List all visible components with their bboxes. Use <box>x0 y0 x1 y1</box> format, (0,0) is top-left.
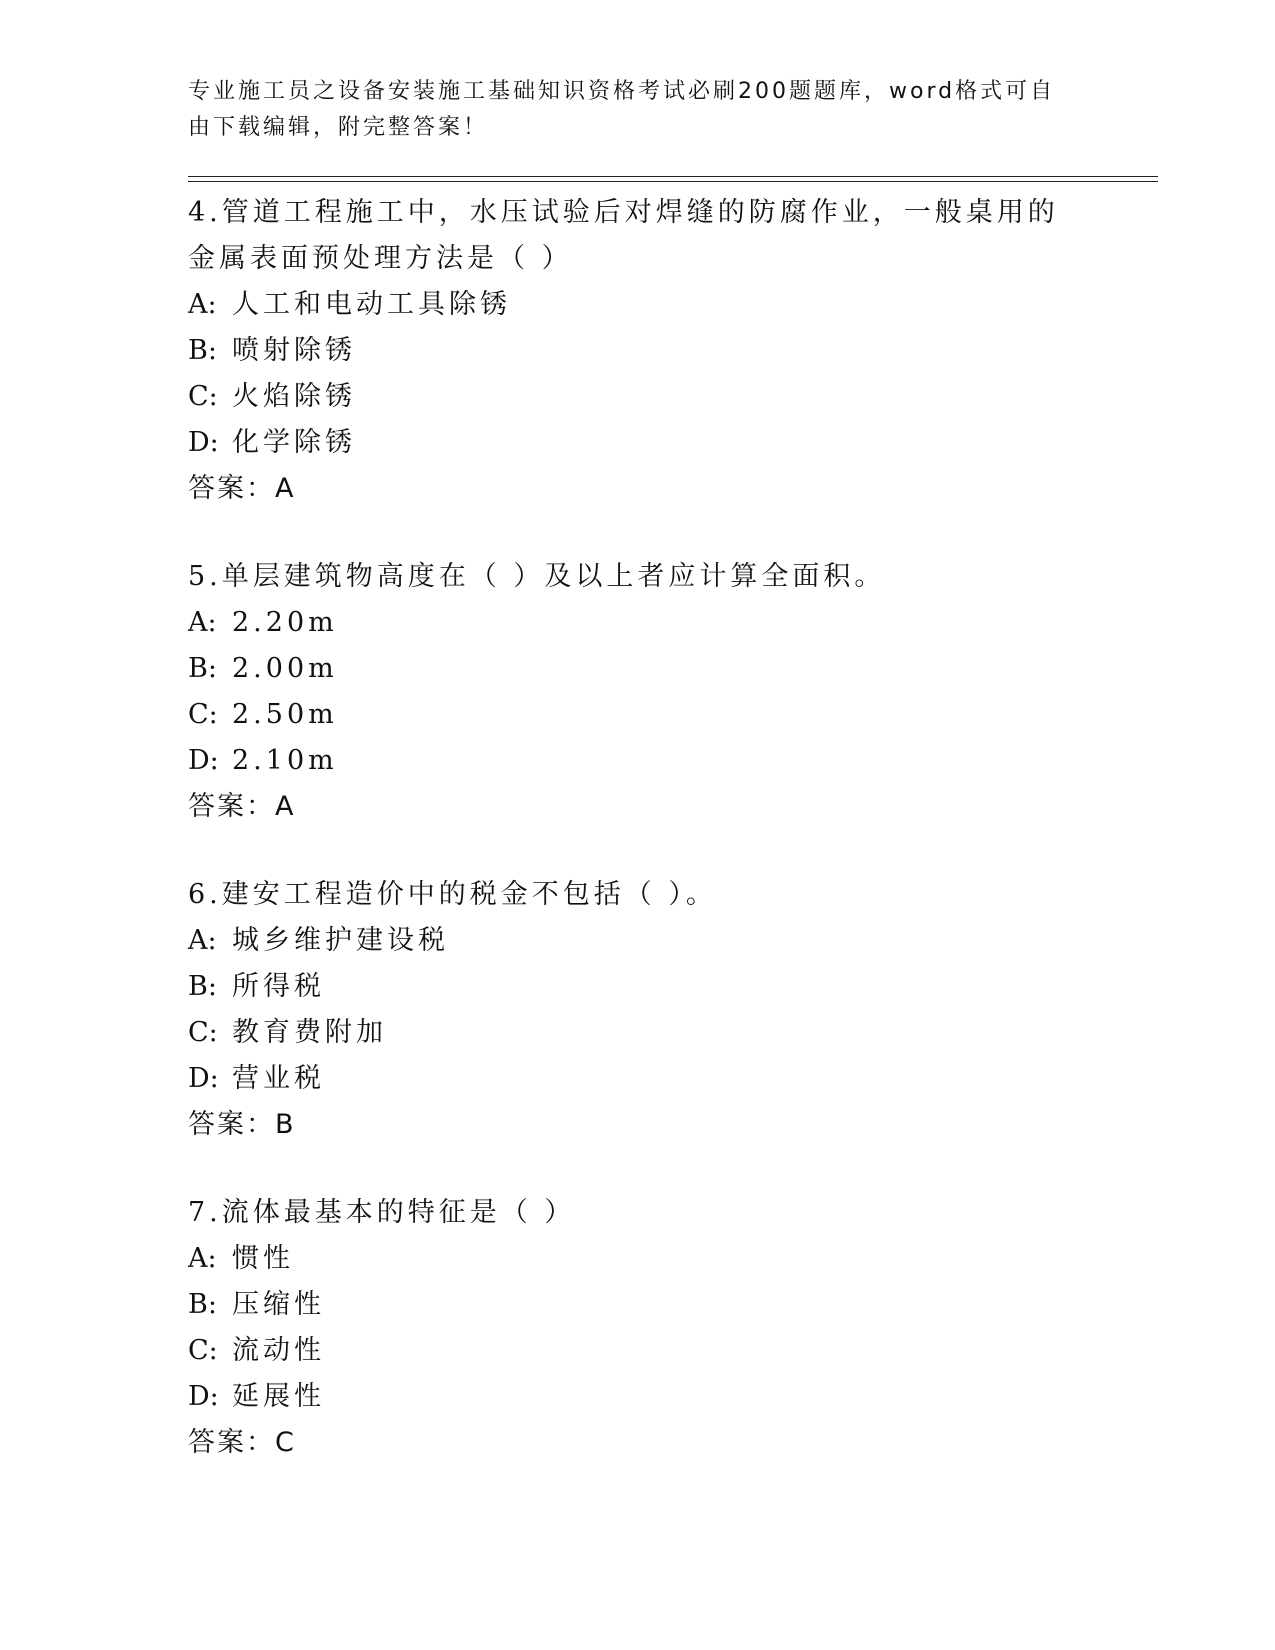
option-text: 火焰除锈 <box>232 381 356 412</box>
option-letter: D: <box>188 1381 219 1412</box>
option-text: 教育费附加 <box>232 1017 387 1048</box>
option-text: 延展性 <box>232 1381 325 1412</box>
document-header: 专业施工员之设备安装施工基础知识资格考试必刷200题题库，word格式可自由下载编辑，附完整答案！ <box>188 79 1056 140</box>
option-c <box>188 1010 1088 1056</box>
option-b <box>188 1282 1088 1328</box>
option-text: 惯性 <box>232 1243 294 1274</box>
option-letter: B: <box>188 971 217 1002</box>
option-text: 2.20m <box>232 607 338 638</box>
option-b <box>188 328 1088 374</box>
option-text: 人工和电动工具除锈 <box>232 289 511 320</box>
header-divider-bottom <box>188 181 1158 182</box>
option-text: 城乡维护建设税 <box>232 925 449 956</box>
option-c <box>188 1328 1088 1374</box>
option-letter: A: <box>188 607 217 638</box>
option-text: 2.10m <box>232 745 338 776</box>
option-text: 2.50m <box>232 699 338 730</box>
option-letter: D: <box>188 745 219 776</box>
option-text: 化学除锈 <box>232 427 356 458</box>
option-letter: B: <box>188 653 217 684</box>
option-d <box>188 738 1088 784</box>
answer-line: 答案：C <box>188 1427 296 1458</box>
option-letter: A: <box>188 289 217 320</box>
question-item <box>188 554 1088 830</box>
question-stem: 7.流体最基本的特征是（ ） <box>188 1197 576 1228</box>
option-text: 营业税 <box>232 1063 325 1094</box>
option-c <box>188 374 1088 420</box>
option-text: 2.00m <box>232 653 338 684</box>
option-a <box>188 600 1088 646</box>
option-letter: A: <box>188 925 217 956</box>
option-letter: C: <box>188 699 218 730</box>
question-item <box>188 190 1088 512</box>
option-a <box>188 1236 1088 1282</box>
option-text: 压缩性 <box>232 1289 325 1320</box>
option-b <box>188 646 1088 692</box>
option-letter: B: <box>188 335 217 366</box>
option-a <box>188 918 1088 964</box>
option-b <box>188 964 1088 1010</box>
option-letter: C: <box>188 381 218 412</box>
option-c <box>188 692 1088 738</box>
question-stem: 5.单层建筑物高度在（ ）及以上者应计算全面积。 <box>188 561 886 592</box>
question-item <box>188 1190 1088 1466</box>
option-a <box>188 282 1088 328</box>
header-divider-top <box>188 176 1158 177</box>
option-letter: D: <box>188 427 219 458</box>
question-list <box>188 190 1088 1508</box>
option-text: 所得税 <box>232 971 325 1002</box>
option-d <box>188 1374 1088 1420</box>
answer-line: 答案：A <box>188 791 296 822</box>
answer-line: 答案：B <box>188 1109 296 1140</box>
question-stem: 6.建安工程造价中的税金不包括（ ）。 <box>188 879 717 910</box>
option-letter: C: <box>188 1335 218 1366</box>
option-d <box>188 1056 1088 1102</box>
option-d <box>188 420 1088 466</box>
answer-line: 答案：A <box>188 473 296 504</box>
option-text: 流动性 <box>232 1335 325 1366</box>
option-text: 喷射除锈 <box>232 335 356 366</box>
option-letter: B: <box>188 1289 217 1320</box>
option-letter: D: <box>188 1063 219 1094</box>
option-letter: C: <box>188 1017 218 1048</box>
option-letter: A: <box>188 1243 217 1274</box>
question-stem: 4.管道工程施工中，水压试验后对焊缝的防腐作业，一般桌用的金属表面预处理方法是（ ） <box>188 197 1059 274</box>
question-item <box>188 872 1088 1148</box>
